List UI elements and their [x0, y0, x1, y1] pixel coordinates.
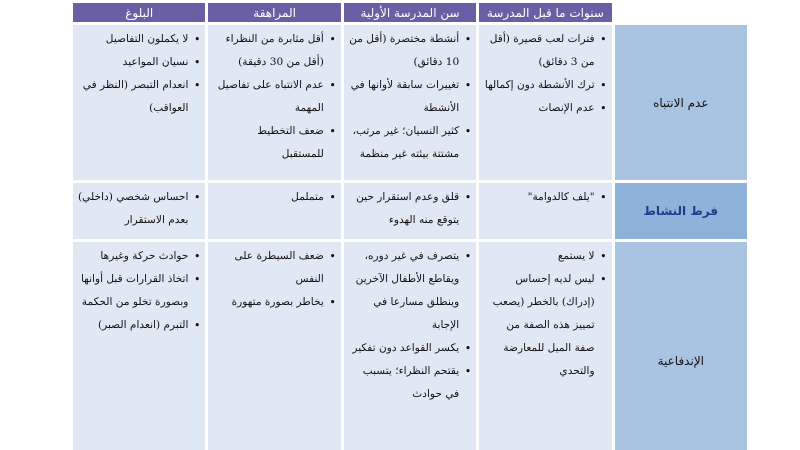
list-item: • عدم الانتباه على تفاصيل المهمة [212, 74, 323, 120]
list-item: • عدم الإنصات [483, 97, 594, 120]
header-early-school: سن المدرسة الأولية [344, 3, 476, 22]
list-item: • قلق وعدم استقرار حين يتوقع منه الهدوء [348, 186, 459, 232]
list-item: • فترات لعب قصيرة (أقل من 3 دقائق) [483, 28, 594, 74]
cell-inattention-preschool [479, 25, 611, 180]
table-row-impulsivity [73, 242, 747, 450]
cell-hyperactivity-early-school [344, 183, 476, 239]
list-item: • اتخاذ القرارات قبل أوانها وبصورة تخلو من الحكمة [77, 268, 188, 314]
row-label-hyperactivity: فرط النشاط [615, 183, 747, 239]
list-item: • يخاطر بصورة متهورة [212, 291, 323, 314]
list-item: • "يلف كالدوامة" [483, 186, 594, 209]
list-item: • ترك الأنشطة دون إكمالها [483, 74, 594, 97]
list-item: • أقل مثابرة من النظراء (أقل من 30 دقيقة) [212, 28, 323, 74]
corner-cell [615, 3, 747, 22]
list-item: • ضعف السيطرة على النفس [212, 245, 323, 291]
cell-inattention-early-school [344, 25, 476, 180]
cell-hyperactivity-adulthood [73, 183, 205, 239]
list-item: • احساس شخصي (داخلي) بعدم الاستقرار [77, 186, 188, 232]
list-item: • يكسر القواعد دون تفكير [348, 337, 459, 360]
list-item: • ليس لديه إحساس (إدراك) بالخطر (يصعب تمييز هذه الصفة من صفة الميل للمعارضة والتحدي [483, 268, 594, 383]
header-adulthood: البلوغ [73, 3, 205, 22]
list-item: • حوادث حركة وغيرها [77, 245, 188, 268]
list-item: • يقتحم النظراء؛ يتسبب في حوادث [348, 360, 459, 406]
cell-impulsivity-preschool [479, 242, 611, 450]
header-adolescence: المراهقة [208, 3, 340, 22]
row-label-inattention: عدم الانتباه [615, 25, 747, 180]
list-item: • يتصرف في غير دوره، ويقاطع الأطفال الآخرين وينطلق مسارعا في الإجابة [348, 245, 459, 337]
list-item: • كثير النسيان؛ غير مرتب، مشتتة بيئته غير منظمة [348, 120, 459, 166]
list-item: • تغييرات سابقة لأوانها في الأنشطة [348, 74, 459, 120]
cell-hyperactivity-adolescence [208, 183, 340, 239]
cell-impulsivity-adolescence [208, 242, 340, 450]
cell-hyperactivity-preschool [479, 183, 611, 239]
cell-inattention-adolescence [208, 25, 340, 180]
symptoms-by-age-table [70, 0, 750, 450]
list-item: • انعدام التبصر (النظر في العواقب) [77, 74, 188, 120]
list-item: • التبرم (انعدام الصبر) [77, 314, 188, 337]
cell-inattention-adulthood [73, 25, 205, 180]
list-item: • لا يستمع [483, 245, 594, 268]
list-item: • ضعف التخطيط للمستقبل [212, 120, 323, 166]
list-item: • أنشطة مختصرة (أقل من 10 دقائق) [348, 28, 459, 74]
list-item: • متململ [212, 186, 323, 209]
list-item: • لا يكملون التفاصيل [77, 28, 188, 51]
table-row-inattention [73, 25, 747, 180]
table-row-hyperactivity [73, 183, 747, 239]
cell-impulsivity-adulthood [73, 242, 205, 450]
list-item: • نسيان المواعيد [77, 51, 188, 74]
cell-impulsivity-early-school [344, 242, 476, 450]
header-preschool: سنوات ما قبل المدرسة [479, 3, 611, 22]
row-label-impulsivity: الإندفاعية [615, 242, 747, 450]
